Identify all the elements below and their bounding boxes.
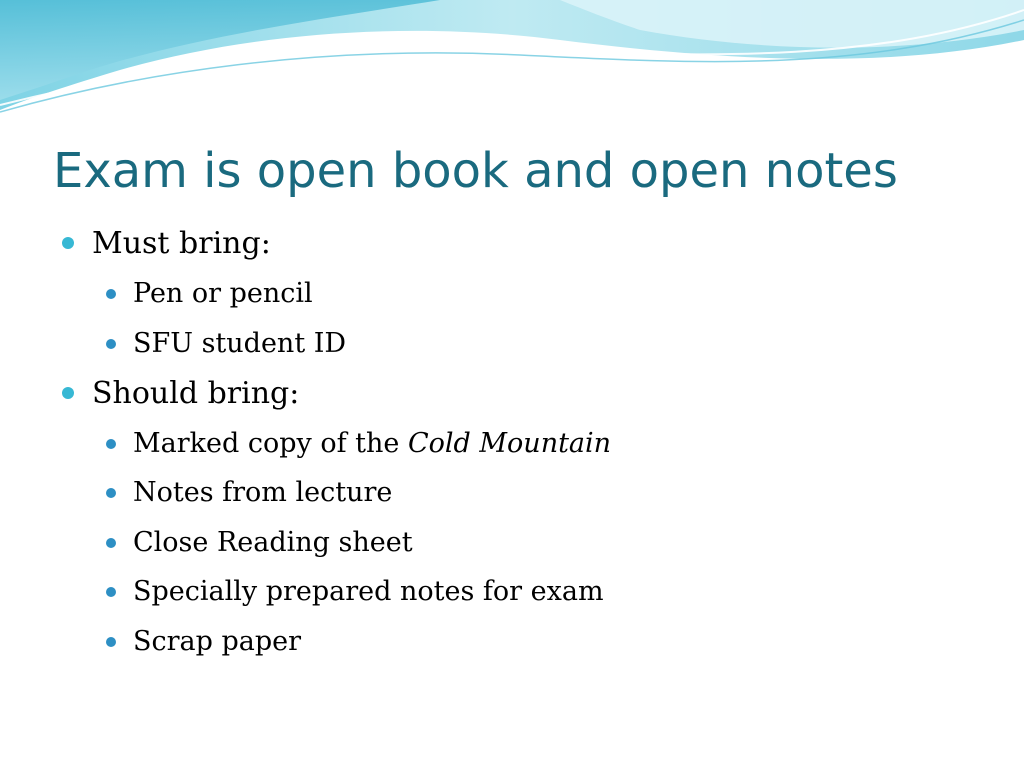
list-item (106, 274, 982, 314)
list-item-text: Notes from lecture (133, 477, 393, 508)
bullet-should-bring (62, 374, 982, 414)
bullet-dot-icon (106, 637, 116, 647)
decorative-wave-header (0, 0, 1024, 130)
must-bring-list (106, 274, 982, 364)
list-item (106, 473, 982, 513)
list-item-text: Close Reading sheet (133, 526, 413, 558)
bullet-dot-icon (106, 339, 116, 349)
bullet-dot-icon (62, 237, 74, 249)
list-item (106, 523, 982, 563)
list-item (106, 572, 982, 612)
bullet-dot-icon (106, 587, 116, 597)
book-title: Cold Mountain (407, 427, 612, 459)
bullet-dot-icon (106, 538, 116, 548)
should-bring-list (106, 424, 982, 662)
list-item (106, 324, 982, 364)
bullet-dot-icon (106, 488, 116, 498)
list-item-text: SFU student ID (133, 327, 347, 359)
bullet-label: Should bring: (92, 375, 300, 411)
bullet-dot-icon (106, 289, 116, 299)
list-item (106, 424, 982, 464)
bullet-dot-icon (106, 439, 116, 449)
slide-title: Exam is open book and open notes (53, 143, 898, 199)
list-item-text-plain: Marked copy of the (133, 427, 408, 459)
list-item (106, 622, 982, 662)
list-item-text (133, 428, 611, 459)
bullet-dot-icon (62, 387, 74, 399)
bullet-must-bring (62, 224, 982, 264)
slide-body (62, 224, 982, 672)
list-item-text: Scrap paper (133, 625, 302, 657)
list-item-text: Specially prepared notes for exam (133, 576, 604, 607)
list-item-text: Pen or pencil (133, 278, 313, 309)
bullet-label: Must bring: (92, 226, 271, 261)
